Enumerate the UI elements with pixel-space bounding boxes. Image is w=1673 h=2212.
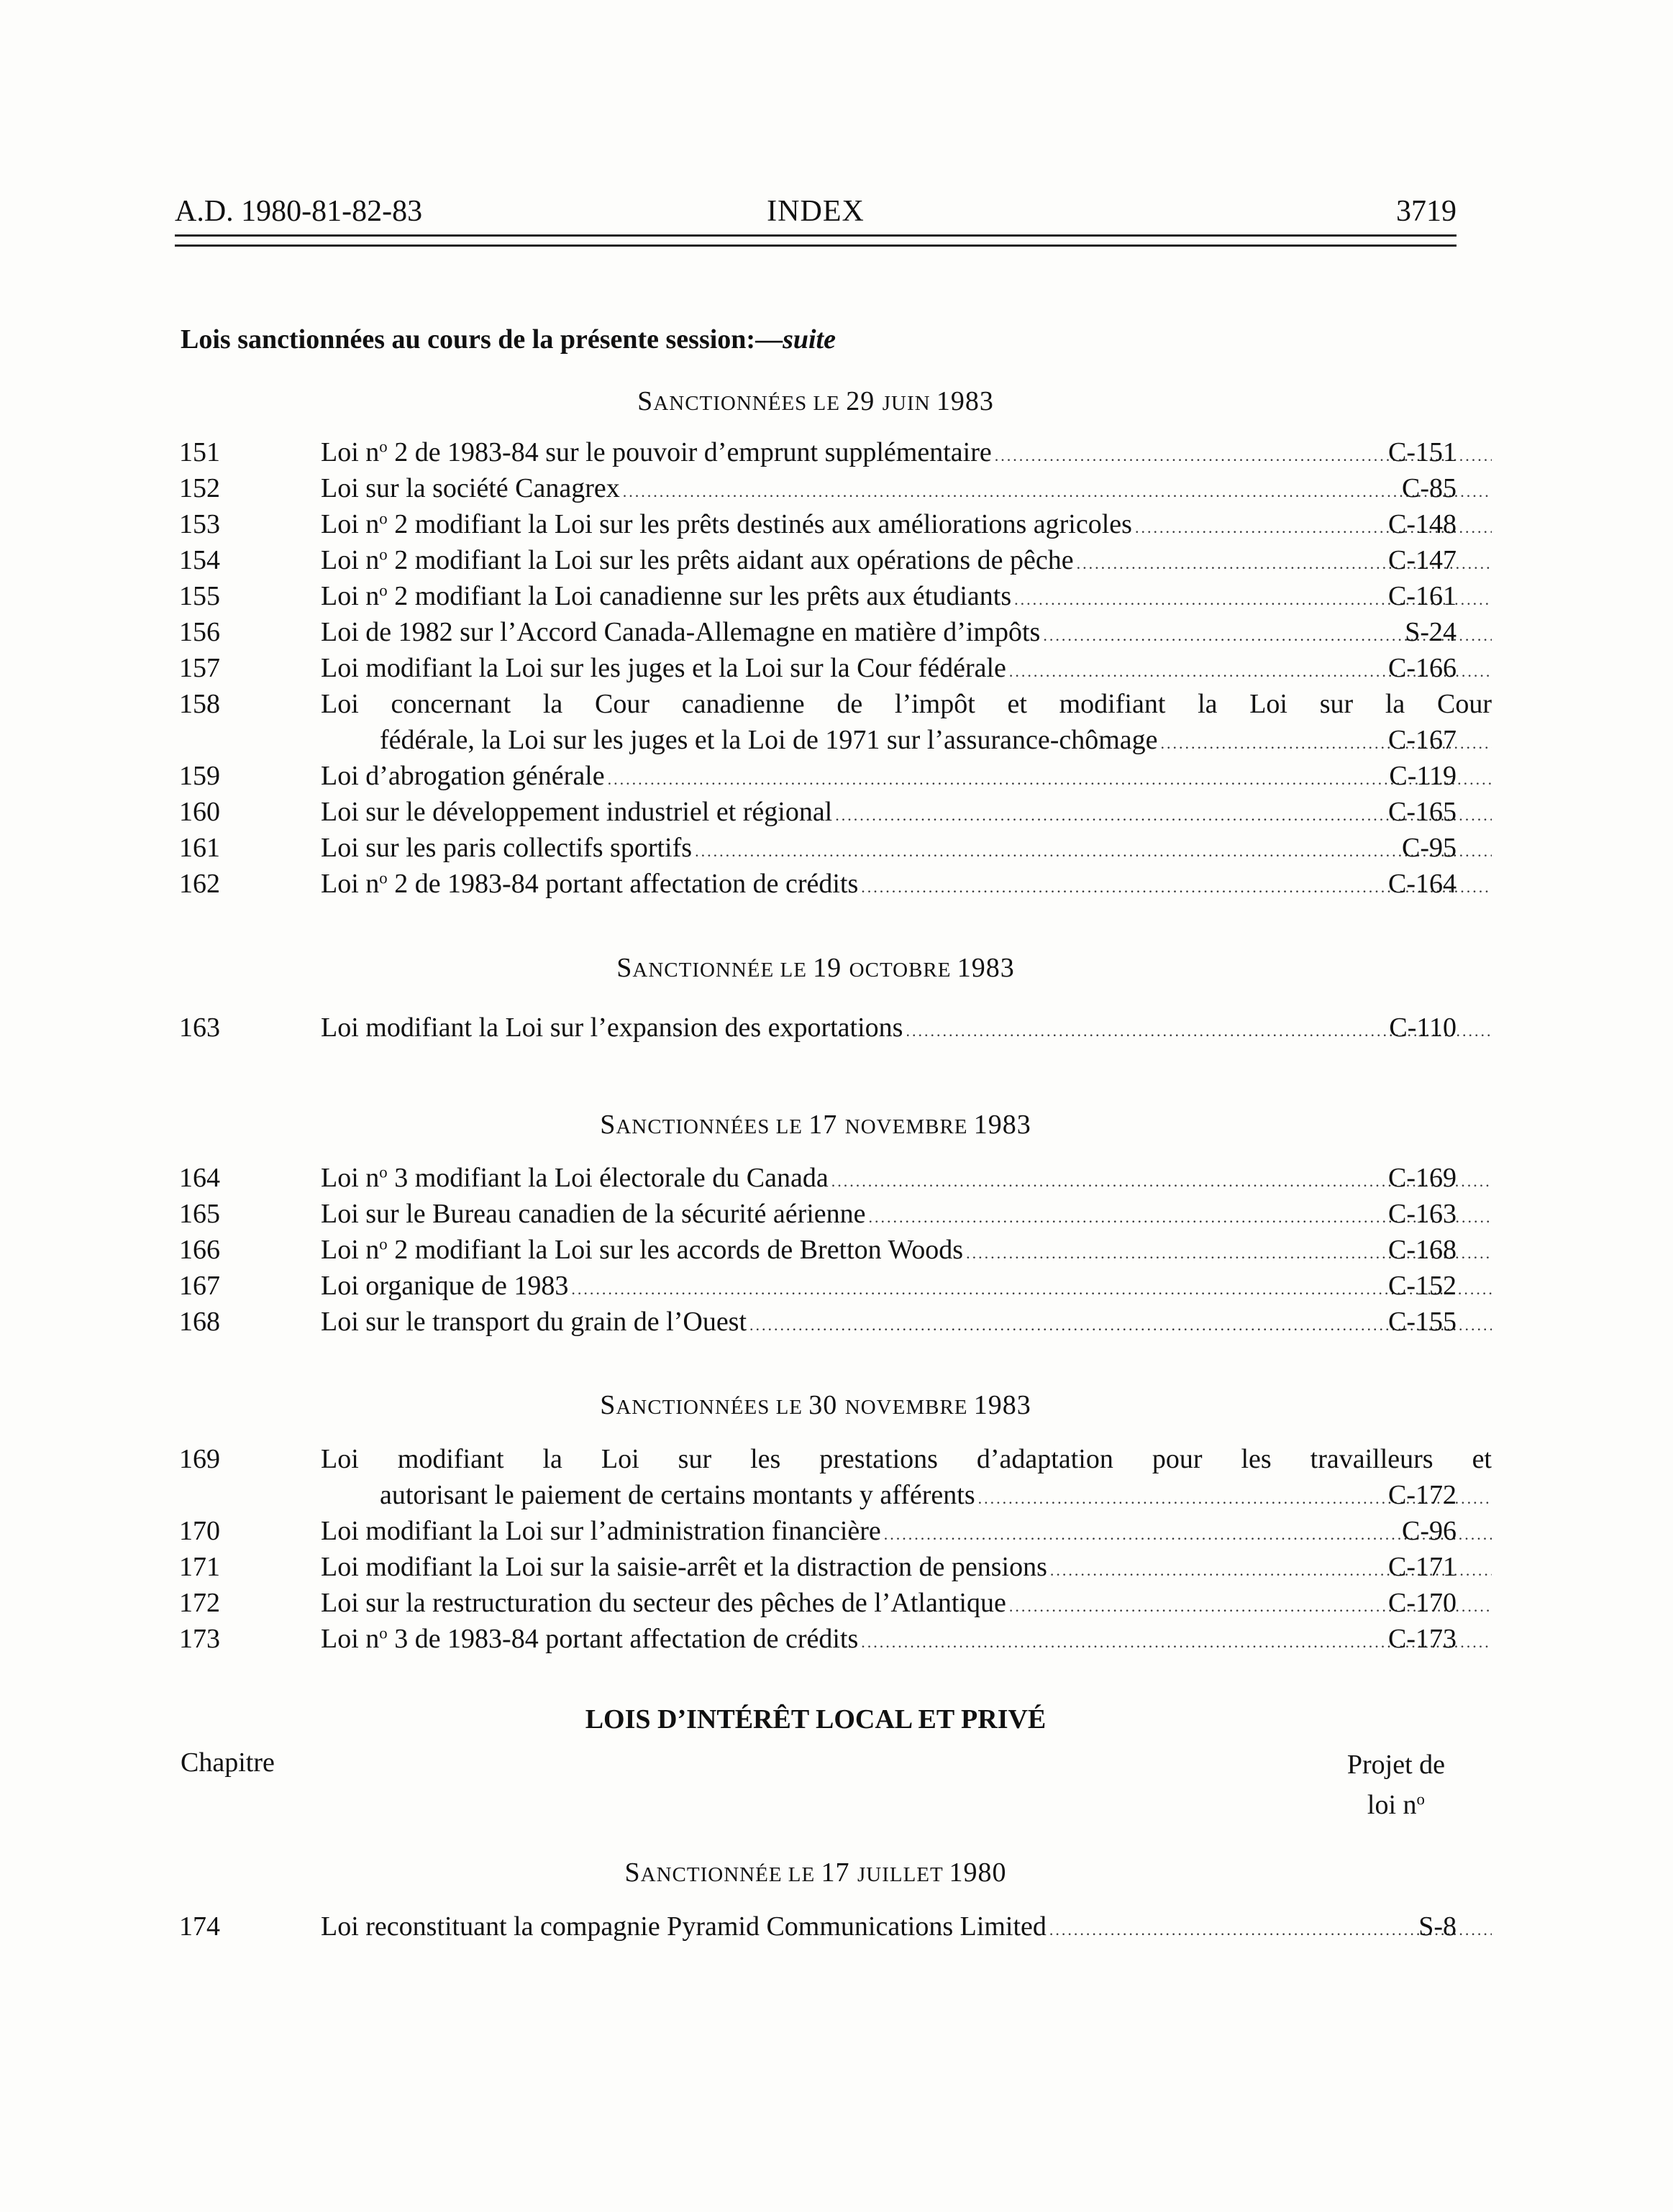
act-prefix: Loi n [321, 1235, 380, 1265]
heading-day: 30 [808, 1390, 845, 1420]
bill-number: C-151 [1388, 437, 1457, 467]
chapter-number: 170 [179, 1516, 220, 1546]
bill-number: C-166 [1388, 653, 1457, 683]
table-row [175, 1010, 1457, 1046]
act-text: fédérale, la Loi sur les juges et la Loi de 1971 sur l’assurance-chômage [380, 725, 1158, 755]
heading-month: NOVEMBRE [844, 1115, 974, 1138]
act-text: Loi sur la société Canagrex [321, 473, 620, 503]
heading-word: ANCTIONNÉES LE [616, 1396, 809, 1419]
act-prefix: Loi n [321, 1624, 380, 1654]
header-years: A.D. 1980-81-82-83 [175, 195, 423, 228]
act-text: Loi sur le développement industriel et régional [321, 797, 833, 827]
bill-number: C-173 [1388, 1624, 1457, 1654]
bill-header-text: loi n [1367, 1790, 1417, 1820]
local-private-heading: LOIS D’INTÉRÊT LOCAL ET PRIVÉ [585, 1704, 1047, 1735]
act-text: Loi sur la restructuration du secteur des pêches de l’Atlantique [321, 1588, 1006, 1618]
chapter-number: 168 [179, 1307, 220, 1337]
bill-number: C-161 [1388, 581, 1457, 611]
chapter-number: 164 [179, 1163, 220, 1193]
table-row [175, 1621, 1457, 1657]
act-prefix: Loi n [321, 581, 380, 611]
superscript-o: o [379, 869, 388, 887]
chapter-number: 160 [179, 797, 220, 827]
section-date-heading [175, 1855, 1457, 1892]
act-text: 3 de 1983-84 portant affectation de crédits [387, 1624, 859, 1654]
chapter-number: 154 [179, 545, 220, 575]
chapter-number: 174 [179, 1911, 220, 1942]
table-row [175, 1441, 1492, 1477]
bill-number: C-164 [1388, 869, 1457, 899]
bill-number: C-155 [1388, 1307, 1457, 1337]
chapter-number: 161 [179, 833, 220, 863]
heading-year: 1983 [973, 1110, 1031, 1140]
section-date-heading [175, 1388, 1457, 1425]
table-row [175, 1549, 1457, 1585]
heading-word: ANCTIONNÉES LE [616, 1115, 809, 1138]
bill-number: C-110 [1389, 1013, 1457, 1043]
chapter-number: 162 [179, 869, 220, 899]
superscript-o: o [1416, 1790, 1425, 1809]
bill-number: C-168 [1388, 1235, 1457, 1265]
bill-number: C-167 [1388, 725, 1457, 755]
chapter-number: 167 [179, 1271, 220, 1301]
act-title-line1: Loi concernant la Cour canadienne de l’impôt et modifiant la Loi sur la Cour [321, 689, 1492, 719]
table-row [175, 650, 1457, 686]
act-text: Loi reconstituant la compagnie Pyramid Communications Limited [321, 1911, 1047, 1942]
heading-month: NOVEMBRE [844, 1396, 974, 1419]
act-text: Loi modifiant la Loi sur l’expansion des exportations [321, 1013, 903, 1043]
act-text: Loi sur le Bureau canadien de la sécurité aérienne [321, 1199, 866, 1229]
act-text: Loi modifiant la Loi sur les juges et la Loi sur la Cour fédérale [321, 653, 1006, 683]
section-heading-suite: suite [783, 324, 836, 355]
bill-number: S-24 [1405, 617, 1457, 647]
table-row [175, 542, 1457, 578]
section-date-heading [175, 384, 1457, 421]
act-text: Loi organique de 1983 [321, 1271, 569, 1301]
superscript-o: o [379, 1163, 388, 1182]
bill-number: C-148 [1388, 509, 1457, 539]
bill-number: C-172 [1388, 1480, 1457, 1510]
header-rule-bottom [175, 244, 1457, 247]
heading-year: 1980 [949, 1857, 1007, 1888]
act-prefix: Loi n [321, 437, 380, 467]
chapter-number: 158 [179, 689, 220, 719]
heading-month: OCTOBRE [849, 959, 957, 982]
table-row [175, 686, 1492, 722]
act-text: 3 modifiant la Loi électorale du Canada [387, 1163, 829, 1193]
bill-number: C-171 [1388, 1552, 1457, 1582]
column-header-chapter: Chapitre [181, 1747, 275, 1778]
table-row [175, 1304, 1457, 1340]
bill-number: C-169 [1388, 1163, 1457, 1193]
chapter-number: 165 [179, 1199, 220, 1229]
table-row [175, 614, 1457, 650]
superscript-o: o [379, 545, 388, 564]
page-number: 3719 [1396, 195, 1457, 228]
table-row [175, 830, 1457, 866]
section-date-heading [175, 1107, 1457, 1144]
heading-day: 17 [821, 1857, 857, 1888]
chapter-number: 173 [179, 1624, 220, 1654]
heading-word: ANCTIONNÉE LE [640, 1863, 821, 1886]
chapter-number: 153 [179, 509, 220, 539]
heading-year: 1983 [973, 1390, 1031, 1420]
heading-word: ANCTIONNÉES LE [653, 392, 847, 415]
act-text: Loi de 1982 sur l’Accord Canada-Allemagne en matière d’impôts [321, 617, 1041, 647]
heading-day: 17 [808, 1110, 845, 1140]
chapter-number: 155 [179, 581, 220, 611]
table-row-continuation [175, 1477, 1457, 1513]
header-rule-top [175, 234, 1457, 237]
heading-year: 1983 [936, 386, 994, 416]
heading-initial: S [616, 953, 633, 983]
act-text: Loi sur les paris collectifs sportifs [321, 833, 693, 863]
chapter-number: 151 [179, 437, 220, 467]
bill-number: C-96 [1402, 1516, 1457, 1546]
chapter-number: 156 [179, 617, 220, 647]
table-row [175, 1160, 1457, 1196]
heading-month: JUIN [882, 392, 936, 415]
act-prefix: Loi n [321, 545, 380, 575]
table-row [175, 506, 1457, 542]
act-text: Loi sur le transport du grain de l’Ouest [321, 1307, 747, 1337]
column-header-bill-line2 [1347, 1785, 1445, 1825]
section-heading-text: Lois sanctionnées au cours de la présente session:— [181, 324, 783, 355]
act-text: Loi d’abrogation générale [321, 761, 605, 791]
superscript-o: o [379, 509, 388, 528]
chapter-number: 172 [179, 1588, 220, 1618]
bill-number: C-170 [1388, 1588, 1457, 1618]
act-text: 2 modifiant la Loi sur les prêts aidant aux opérations de pêche [387, 545, 1074, 575]
section-date-heading [175, 951, 1457, 987]
table-row [175, 794, 1457, 830]
heading-word: ANCTIONNÉE LE [632, 959, 813, 982]
heading-initial: S [600, 1110, 616, 1140]
column-header-bill [1347, 1745, 1445, 1825]
superscript-o: o [379, 1235, 388, 1253]
heading-initial: S [624, 1857, 641, 1888]
act-prefix: Loi n [321, 1163, 380, 1193]
act-text: Loi modifiant la Loi sur la saisie-arrêt et la distraction de pensions [321, 1552, 1047, 1582]
chapter-number: 152 [179, 473, 220, 503]
act-text: autorisant le paiement de certains montants y afférents [380, 1480, 975, 1510]
table-row [175, 758, 1457, 794]
table-row [175, 1585, 1457, 1621]
chapter-number: 163 [179, 1013, 220, 1043]
superscript-o: o [379, 1624, 388, 1642]
table-row [175, 1909, 1457, 1944]
heading-year: 1983 [957, 953, 1015, 983]
bill-number: C-147 [1388, 545, 1457, 575]
bill-number: C-85 [1402, 473, 1457, 503]
heading-day: 29 [846, 386, 883, 416]
table-row [175, 1268, 1457, 1304]
table-row [175, 434, 1457, 470]
heading-initial: S [637, 386, 654, 416]
bill-number: C-119 [1389, 761, 1457, 791]
table-row [175, 578, 1457, 614]
table-row [175, 470, 1457, 506]
header-title: INDEX [767, 195, 865, 228]
act-text: 2 modifiant la Loi canadienne sur les prêts aux étudiants [387, 581, 1012, 611]
act-text: 2 modifiant la Loi sur les accords de Bretton Woods [387, 1235, 964, 1265]
act-text: 2 de 1983-84 sur le pouvoir d’emprunt supplémentaire [387, 437, 992, 467]
chapter-number: 159 [179, 761, 220, 791]
table-row-continuation [175, 722, 1457, 758]
chapter-number: 166 [179, 1235, 220, 1265]
bill-number: C-163 [1388, 1199, 1457, 1229]
heading-month: JUILLET [857, 1863, 949, 1886]
act-text: 2 modifiant la Loi sur les prêts destinés aux améliorations agricoles [387, 509, 1132, 539]
section-heading [181, 322, 836, 357]
page-header [175, 191, 1457, 232]
table-row [175, 866, 1457, 902]
table-row [175, 1232, 1457, 1268]
heading-day: 19 [813, 953, 849, 983]
superscript-o: o [379, 581, 388, 600]
act-title-line1: Loi modifiant la Loi sur les prestations d’adaptation pour les travailleurs et [321, 1444, 1492, 1474]
superscript-o: o [379, 437, 388, 456]
act-prefix: Loi n [321, 869, 380, 899]
bill-number: S-8 [1418, 1911, 1457, 1942]
table-row [175, 1513, 1457, 1549]
chapter-number: 169 [179, 1444, 220, 1474]
heading-initial: S [600, 1390, 616, 1420]
column-header-bill-line1: Projet de [1346, 1750, 1445, 1780]
chapter-number: 157 [179, 653, 220, 683]
act-text: Loi modifiant la Loi sur l’administration financière [321, 1516, 881, 1546]
bill-number: C-152 [1388, 1271, 1457, 1301]
table-row [175, 1196, 1457, 1232]
bill-number: C-95 [1402, 833, 1457, 863]
act-prefix: Loi n [321, 509, 380, 539]
chapter-number: 171 [179, 1552, 220, 1582]
bill-number: C-165 [1388, 797, 1457, 827]
act-text: 2 de 1983-84 portant affectation de crédits [387, 869, 859, 899]
